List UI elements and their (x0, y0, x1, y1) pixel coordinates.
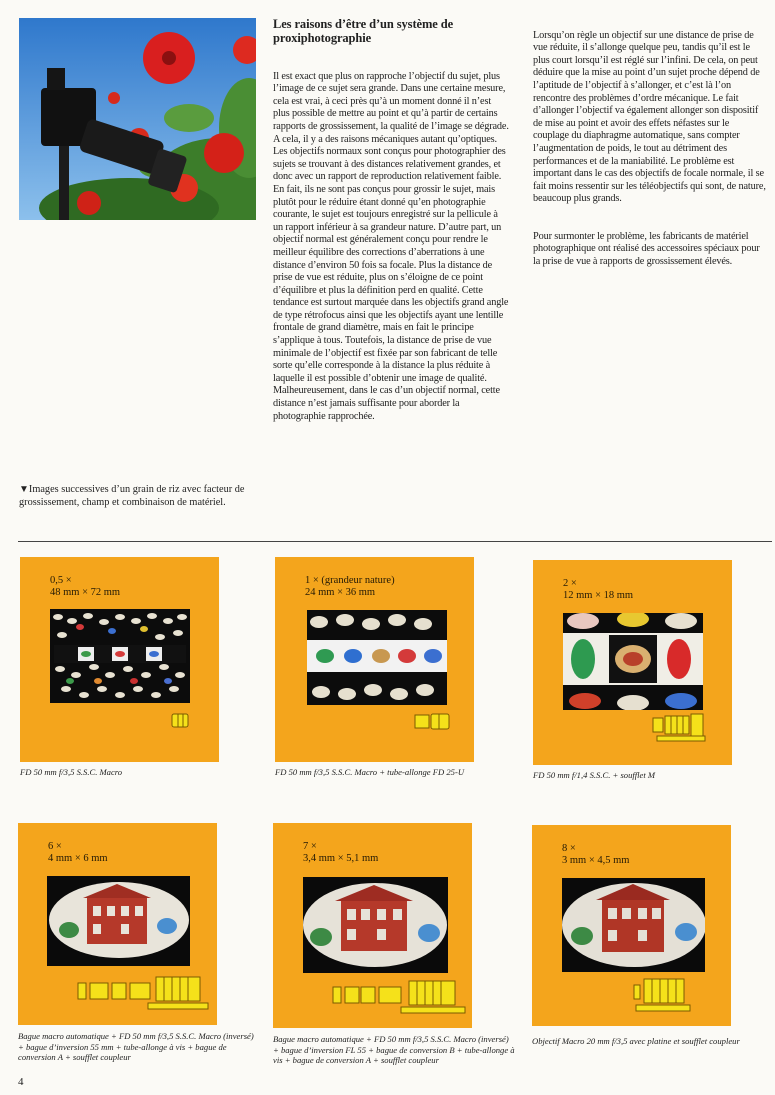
rice-grain-closeup-image (303, 877, 448, 973)
triangle-down-icon: ▼ (19, 484, 29, 495)
rice-caption-text: Images successives d’un grain de riz avec facteur de grossissement, champ et combinaison de matériel. (19, 484, 245, 508)
rice-photo (307, 610, 447, 705)
magnification-label: 7 × 3,4 mm × 5,1 mm (303, 841, 379, 864)
rice-photo (50, 609, 190, 703)
macro-bellows-setup-icon (331, 977, 471, 1024)
bellows-icon (632, 975, 694, 1020)
rice-grain-closeup-image (562, 878, 705, 972)
article-paragraph: Pour surmonter le problème, les fabricants de matériel photographique ont réalisé des accessoires spéciaux pour la prise de vue à rapports de grossissement élevés. (533, 230, 760, 267)
magnification-panel (275, 557, 474, 762)
hero-photo (19, 18, 256, 220)
panel-caption: Objectif Macro 20 mm f/3,5 avec platine et soufflet coupleur (532, 1036, 740, 1046)
rice-grains-image (563, 613, 703, 710)
page-number: 4 (18, 1076, 24, 1088)
panel-caption: Bague macro automatique + FD 50 mm f/3,5 S.S.C. Macro (inversé) + bague d’inversion FL 55 + bague de conversion B + tube-allonge à vis + bague de conversion A + soufflet coupleur (273, 1034, 515, 1065)
magnification-label: 6 × 4 mm × 6 mm (48, 841, 108, 864)
magnification-label: 8 × 3 mm × 4,5 mm (562, 843, 630, 866)
article-paragraph: Il est exact que plus on rapproche l’objectif du sujet, plus l’image de ce sujet sera grande. Dans une certaine mesure, cela est vrai, à ceci près qu’à un moment donné il n’est plus possible de mettre au point et qu’à partir de certains rapports de grossissement, la qualité de l’image se dégrade. A cela, il y a des raisons mécaniques autant qu’optiques. Les objectifs normaux sont conçus pour photographier des sujets se trouvant à des distances relativement grandes, et donc avec un rapport de reproduction relativement faible. En fait, ils ne sont pas conçus pour grossir le sujet, mais plutôt pour le réduire étant donné qu’en photographie courante, le sujet est toujours enregistré sur la pellicule à un rapport inférieur à sa grandeur nature. D’autre part, un objectif normal est généralement conçu pour rendre le meilleur équilibre des corrections d’aberrations à une distance d’environ 50 fois sa focale. Plus la distance de prise de vue est réduite, plus on s’éloigne de ce point d’équilibre et plus la définition perd en qualité. Cette tendance est surtout marquée dans les objectifs grand angle de type rétrofocus ainsi que les objectifs ayant une lentille frontale de grand diamètre, mais en fait le principe s’applique à tous. Toutefois, la distance de prise de vue minimale de l’objectif est fixée par son fabricant de telle sorte qu’elle corresponde à la distance la plus réduite à laquelle il est possible d’obtenir une image de qualité. Malheureusement, dans le cas d’un objectif normal, cette distance n’est jamais suffisante pour aborder la photographie rapprochée. (273, 70, 509, 422)
rice-photo (563, 613, 703, 710)
magnification-panel (20, 557, 219, 762)
magnification-panel (273, 823, 472, 1028)
magnification-label: 0,5 × 48 mm × 72 mm (50, 575, 121, 598)
lens-tube-icon (413, 712, 453, 737)
panel-caption: FD 50 mm f/3,5 S.S.C. Macro (20, 767, 123, 777)
panel-caption: FD 50 mm f/3,5 S.S.C. Macro + tube-allonge FD 25-U (275, 767, 465, 777)
article-column-right (533, 17, 767, 281)
magnification-label: 1 × (grandeur nature) 24 mm × 36 mm (305, 575, 395, 598)
rice-photo (303, 877, 448, 973)
magnification-label: 2 × 12 mm × 18 mm (563, 578, 634, 601)
rice-grains-image (50, 609, 190, 703)
magnification-panel (532, 825, 731, 1026)
rice-grain-closeup-image (47, 876, 190, 966)
article-paragraph: Lorsqu’on règle un objectif sur une distance de prise de vue réduite, il s’allonge quelque peu, tandis qu’il est le plus court lorsqu’il est réglé sur l’infini. De cela, on peut déduire que la mise au point d’un sujet proche dépend de l’aptitude de l’objectif à s’allonger, et c’est là l’on rencontre des problèmes d’ordre mécanique. Le fait d’allonger l’objectif va également allonger son dispositif de mise au point et avoir des effets néfastes sur le couplage du diaphragme automatique, sans compter l’augmentation de poids, le tout au détriment des performances et de la maniabilité. Le problème est important dans le cas des objectifs de focale normale, il se fait moins ressentir sur les téléobjectifs qui sont, de nature, beaucoup plus grands. (533, 29, 766, 205)
article-title: Les raisons d’être d’un système de proxiphotographie (273, 17, 454, 45)
magnification-panel (533, 560, 732, 765)
rice-grains-image (307, 610, 447, 705)
divider (18, 541, 772, 542)
bellows-icon (651, 712, 709, 749)
macro-bellows-setup-icon (76, 973, 216, 1018)
panel-caption: Bague macro automatique + FD 50 mm f/3,5 S.S.C. Macro (inversé) + bague d’inversion 55 mm + tube-allonge à vis + bague de conversion A + soufflet coupleur (18, 1031, 254, 1062)
panel-caption: FD 50 mm f/1,4 S.S.C. + soufflet M (533, 770, 656, 780)
rice-photo (562, 878, 705, 972)
lens-icon (170, 712, 192, 735)
article-column-middle (273, 58, 509, 436)
rice-caption (19, 484, 259, 509)
magnification-panel (18, 823, 217, 1025)
rice-photo (47, 876, 190, 966)
camera-flowers-image (19, 18, 256, 220)
